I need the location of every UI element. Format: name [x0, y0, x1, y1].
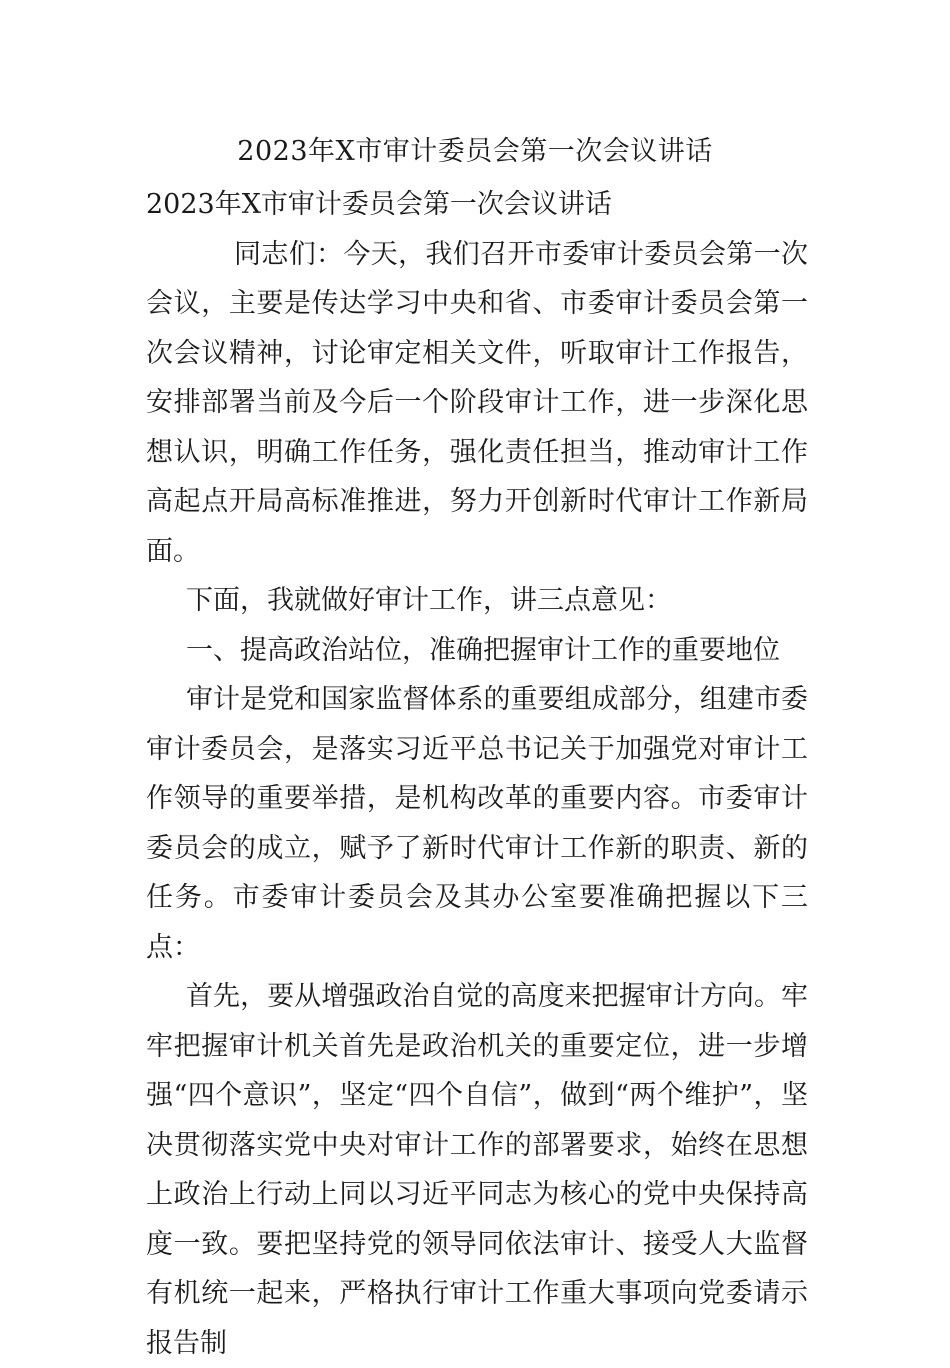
paragraph-opening: 同志们：今天，我们召开市委审计委员会第一次会议，主要是传达学习中央和省、市委审计委员会第一次会议精神，讨论审定相关文件，听取审计工作报告，安排部署当前及今后一个阶段审计工作，进一步深化思想认识，明确工作任务，强化责任担当，推动审计工作高起点开局高标准推进，努力开创新时代审计工作新局面。	[146, 238, 808, 567]
document-subtitle: 2023年X市审计委员会第一次会议讲话	[146, 189, 612, 220]
document-body	[146, 180, 808, 1368]
document-title: 2023年X市审计委员会第一次会议讲话	[237, 136, 713, 167]
section-heading-1: 一、提高政治站位，准确把握审计工作的重要地位	[186, 634, 780, 666]
paragraph-intro: 下面，我就做好审计工作，讲三点意见：	[186, 585, 672, 616]
paragraph-first-point: 首先，要从增强政治自觉的高度来把握审计方向。牢牢把握审计机关首先是政治机关的重要定位，进一步增强“四个意识”，坚定“四个自信”，做到“两个维护”，坚决贯彻落实党中央对审计工作的部署要求，始终在思想上政治上行动上同以习近平同志为核心的党中央保持高度一致。要把坚持党的领导同依法审计、接受人大监督有机统一起来，严格执行审计工作重大事项向党委请示报告制	[146, 981, 808, 1359]
paragraph-audit-role: 审计是党和国家监督体系的重要组成部分，组建市委审计委员会，是落实习近平总书记关于加强党对审计工作领导的重要举措，是机构改革的重要内容。市委审计委员会的成立，赋予了新时代审计工作新的职责、新的任务。市委审计委员会及其办公室要准确把握以下三点：	[146, 684, 808, 963]
